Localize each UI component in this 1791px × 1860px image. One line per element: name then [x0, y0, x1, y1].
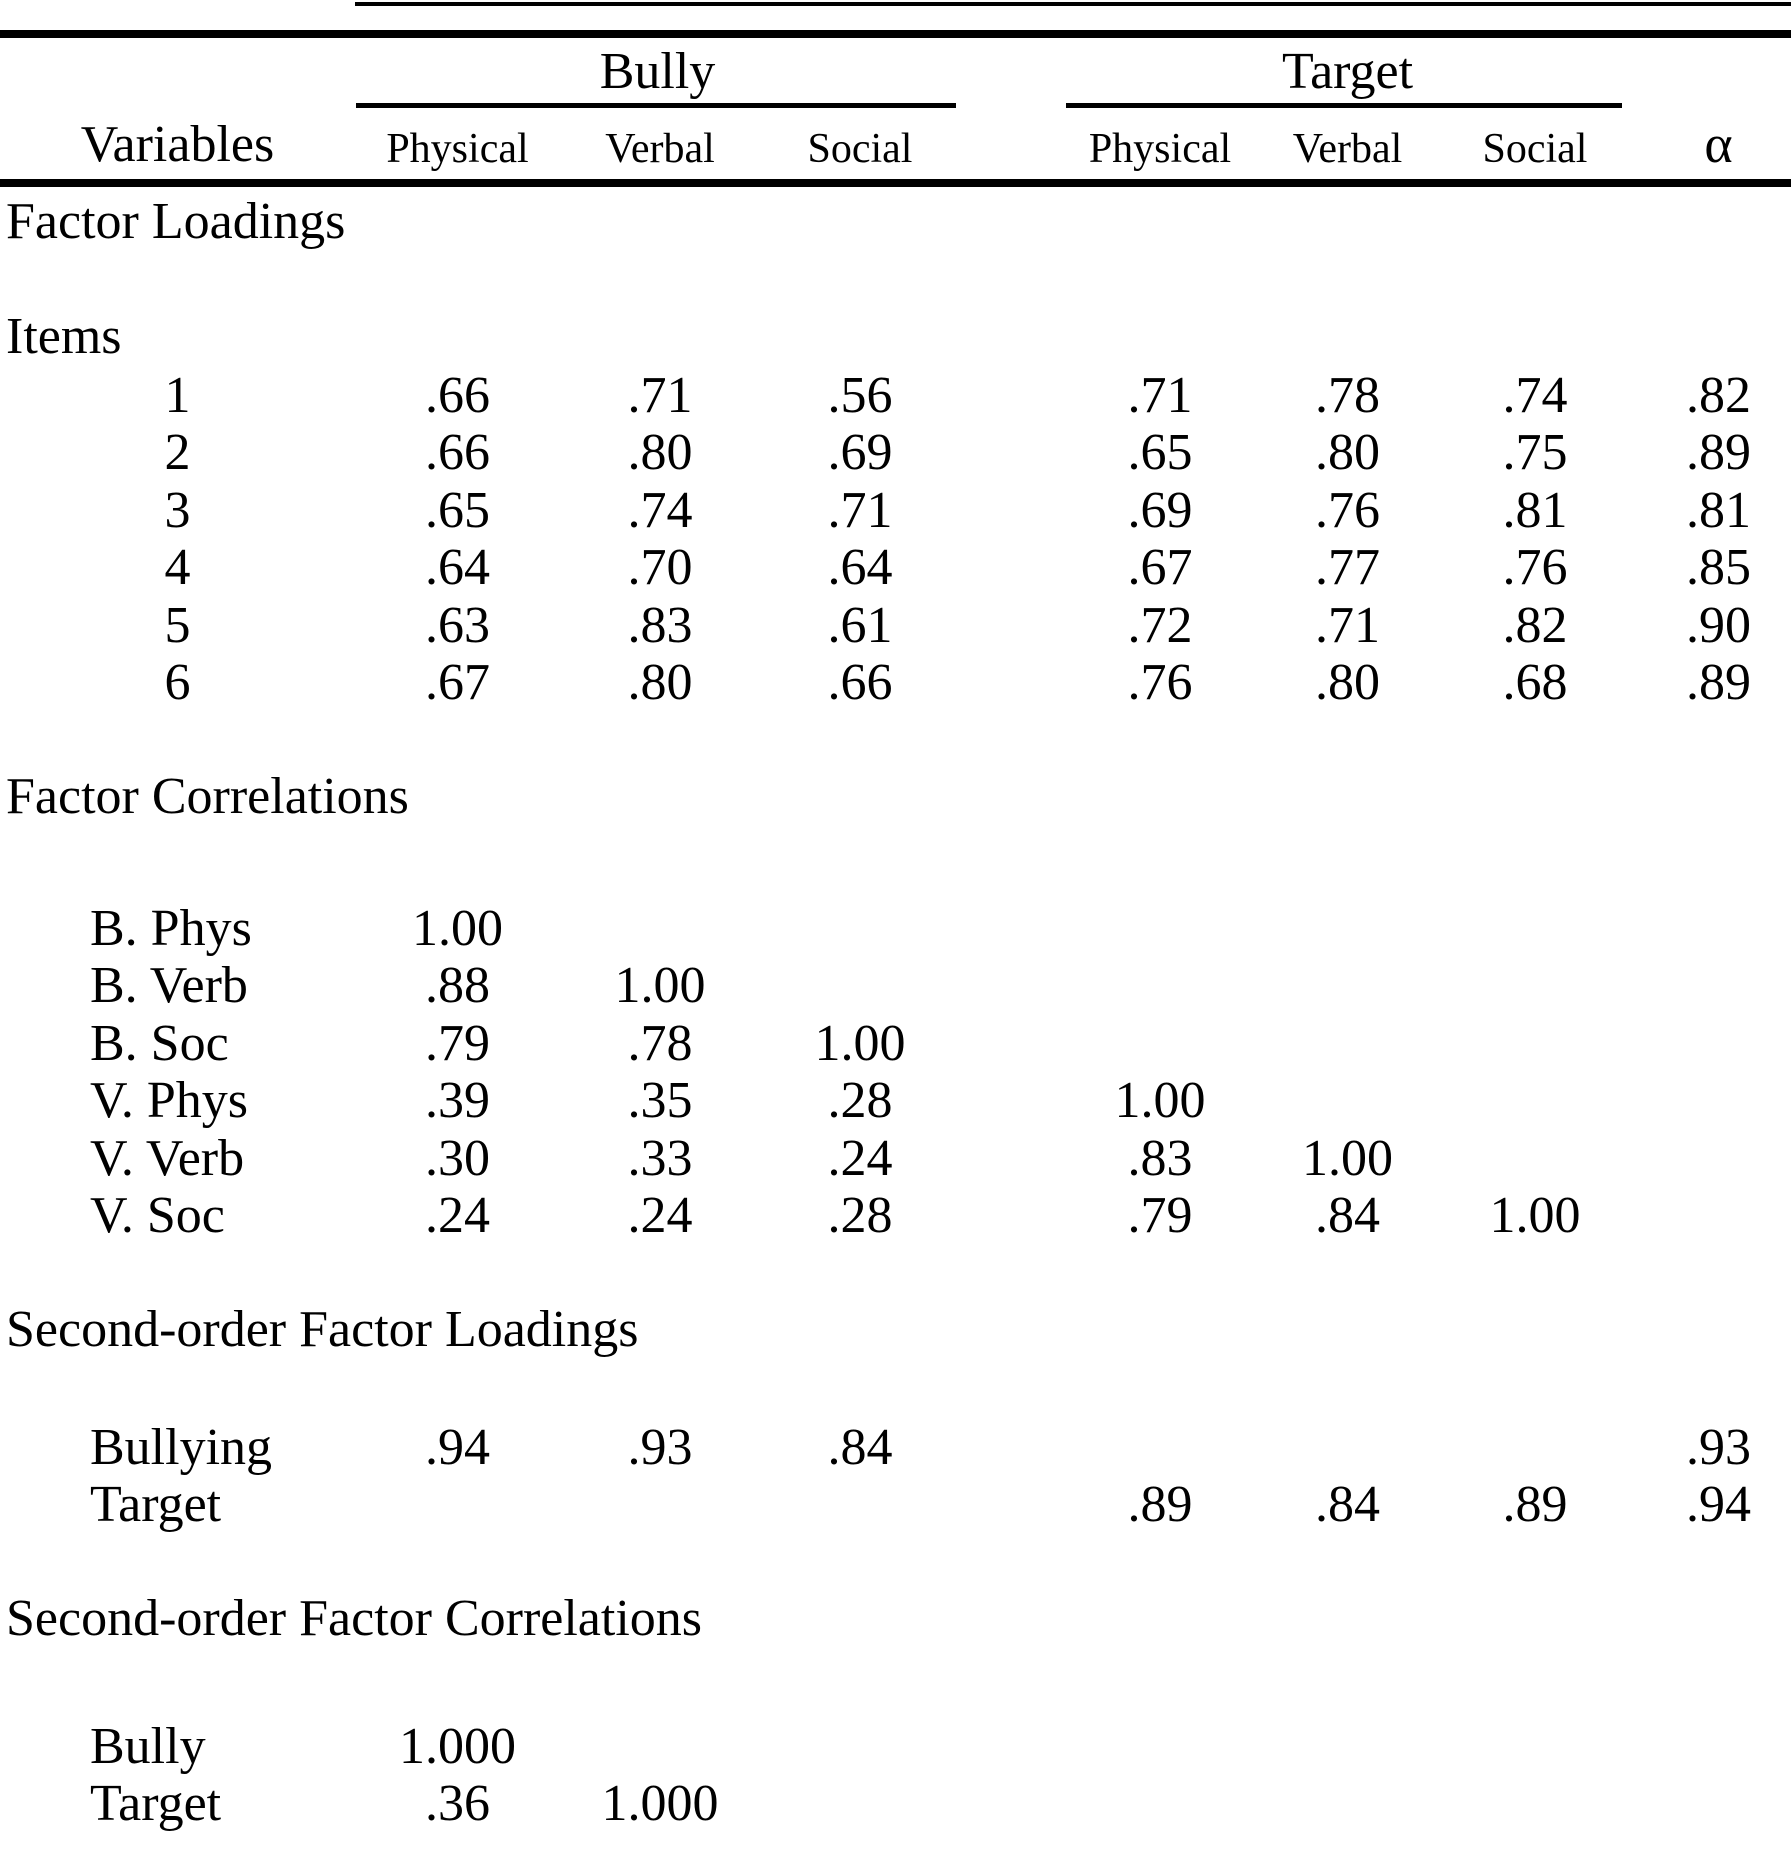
second-order-correlation-row-target	[0, 1774, 1791, 1832]
value-cell-bully-verbal: .33	[627, 1129, 693, 1187]
value-cell-target-social: .76	[1502, 539, 1568, 596]
item-row-5	[0, 596, 1791, 654]
value-cell-bully-social: .71	[827, 481, 893, 539]
value-cell-target-physical: .89	[1127, 1476, 1193, 1533]
value-cell-alpha: .85	[1686, 539, 1751, 596]
value-cell-bully-verbal: 1.000	[601, 1775, 719, 1832]
section-items	[0, 308, 1791, 366]
spacer-row	[0, 826, 1791, 899]
value-cell-alpha: .94	[1686, 1476, 1751, 1533]
value-cell-target-verbal: .84	[1315, 1476, 1380, 1533]
value-cell-bully-verbal: .80	[627, 654, 693, 711]
row-label: B. Phys	[90, 899, 252, 957]
value-cell-bully-verbal: .74	[627, 481, 693, 539]
item-number: 1	[164, 366, 191, 424]
section-factor-loadings	[0, 193, 1791, 251]
value-cell-bully-physical: .88	[425, 957, 490, 1014]
item-number: 6	[164, 654, 191, 711]
value-cell-target-physical: .79	[1127, 1187, 1193, 1244]
value-cell-target-verbal: .84	[1315, 1187, 1380, 1244]
value-cell-bully-physical: .36	[425, 1775, 490, 1832]
row-label: V. Phys	[90, 1072, 249, 1129]
second-order-correlation-row-bully	[0, 1717, 1791, 1775]
section-second-order-correlations	[0, 1590, 1791, 1648]
row-label: V. Soc	[90, 1187, 225, 1244]
value-cell-bully-verbal: .35	[627, 1072, 693, 1129]
section-label: Items	[6, 308, 122, 365]
value-cell-target-verbal: .77	[1315, 539, 1380, 596]
value-cell-target-social: .74	[1502, 366, 1568, 424]
correlation-row-b-soc	[0, 1014, 1791, 1072]
value-cell-target-social: .68	[1502, 654, 1568, 711]
correlation-row-v-soc	[0, 1186, 1791, 1244]
value-cell-bully-verbal: .83	[627, 596, 693, 654]
value-cell-bully-physical: .63	[425, 596, 490, 654]
value-cell-target-physical: .71	[1127, 366, 1193, 424]
value-cell-target-verbal: .80	[1315, 654, 1380, 711]
top-thin-rule	[355, 2, 1791, 6]
value-cell-target-social: .82	[1502, 596, 1568, 654]
item-row-2	[0, 423, 1791, 481]
bully-spanner-rule	[356, 103, 956, 108]
value-cell-bully-physical: .66	[425, 424, 490, 481]
item-row-1	[0, 366, 1791, 424]
value-cell-bully-verbal: 1.00	[614, 957, 706, 1014]
value-cell-bully-social: .64	[827, 539, 893, 596]
header-bottom-rule	[0, 179, 1791, 187]
value-cell-target-social: .75	[1502, 424, 1568, 481]
item-number: 3	[164, 481, 191, 539]
row-label: Bullying	[90, 1418, 273, 1476]
item-row-6	[0, 653, 1791, 711]
second-order-loading-row-bullying	[0, 1418, 1791, 1476]
value-cell-bully-social: .24	[827, 1129, 893, 1187]
value-cell-target-physical: .72	[1127, 596, 1193, 654]
spacer-row	[0, 1533, 1791, 1591]
column-header-bully-social: Social	[807, 126, 913, 172]
value-cell-bully-physical: .79	[425, 1014, 490, 1072]
column-header-bully-physical: Physical	[386, 126, 529, 172]
value-cell-bully-physical: .65	[425, 481, 490, 539]
value-cell-bully-social: .56	[827, 366, 893, 424]
column-header-bully-verbal: Verbal	[605, 126, 715, 172]
value-cell-target-verbal: .71	[1315, 596, 1380, 654]
value-cell-bully-physical: .39	[425, 1072, 490, 1129]
target-spanner-rule	[1066, 103, 1622, 108]
section-factor-correlations	[0, 768, 1791, 826]
value-cell-bully-verbal: .80	[627, 424, 693, 481]
value-cell-alpha: .93	[1686, 1418, 1751, 1476]
item-row-4	[0, 538, 1791, 596]
value-cell-target-social: .89	[1502, 1476, 1568, 1533]
row-label: B. Soc	[90, 1014, 229, 1072]
value-cell-target-verbal: .76	[1315, 481, 1380, 539]
value-cell-target-social: .81	[1502, 481, 1568, 539]
value-cell-bully-physical: .67	[425, 654, 490, 711]
value-cell-bully-social: .28	[827, 1072, 893, 1129]
section-label: Second-order Factor Loadings	[6, 1301, 639, 1358]
row-label: Target	[90, 1476, 222, 1533]
value-cell-bully-social: 1.00	[814, 1014, 906, 1072]
value-cell-target-physical: .69	[1127, 481, 1193, 539]
target-spanner-label: Target	[1281, 43, 1414, 100]
value-cell-bully-physical: .94	[425, 1418, 490, 1476]
value-cell-bully-verbal: .24	[627, 1187, 693, 1244]
value-cell-target-physical: .83	[1127, 1129, 1193, 1187]
section-label: Factor Loadings	[6, 193, 346, 250]
value-cell-target-physical: .76	[1127, 654, 1193, 711]
correlation-row-v-verb	[0, 1129, 1791, 1187]
row-label: B. Verb	[90, 957, 248, 1014]
value-cell-target-verbal: .80	[1315, 424, 1380, 481]
value-cell-target-physical: 1.00	[1114, 1072, 1206, 1129]
value-cell-bully-social: .84	[827, 1418, 893, 1476]
value-cell-target-verbal: .78	[1315, 366, 1380, 424]
value-cell-bully-social: .69	[827, 424, 893, 481]
value-cell-bully-verbal: .70	[627, 539, 693, 596]
value-cell-alpha: .82	[1686, 366, 1751, 424]
spacer-row	[0, 711, 1791, 769]
section-label: Factor Correlations	[6, 768, 409, 825]
table-body	[0, 187, 1791, 1832]
value-cell-target-verbal: 1.00	[1302, 1129, 1393, 1187]
value-cell-target-physical: .67	[1127, 539, 1193, 596]
value-cell-bully-verbal: .71	[627, 366, 693, 424]
value-cell-bully-physical: 1.000	[399, 1717, 516, 1775]
row-label: V. Verb	[90, 1129, 245, 1187]
section-label: Second-order Factor Correlations	[6, 1590, 703, 1647]
spacer-row	[0, 1648, 1791, 1717]
value-cell-bully-social: .66	[827, 654, 893, 711]
item-number: 5	[164, 596, 191, 654]
value-cell-bully-physical: .66	[425, 366, 490, 424]
value-cell-bully-verbal: .93	[627, 1418, 693, 1476]
value-cell-bully-verbal: .78	[627, 1014, 693, 1072]
item-number: 4	[164, 539, 191, 596]
row-label: Target	[90, 1775, 222, 1832]
value-cell-bully-physical: .24	[425, 1187, 490, 1244]
second-order-loading-row-target	[0, 1475, 1791, 1533]
item-row-3	[0, 481, 1791, 539]
value-cell-alpha: .89	[1686, 424, 1751, 481]
spacer-row	[0, 1359, 1791, 1418]
value-cell-bully-physical: .30	[425, 1129, 490, 1187]
correlation-row-b-verb	[0, 956, 1791, 1014]
bully-spanner-label: Bully	[599, 43, 716, 100]
value-cell-bully-social: .61	[827, 596, 893, 654]
value-cell-bully-physical: 1.00	[412, 899, 503, 957]
spacer-row	[0, 251, 1791, 309]
column-header-variables: Variables	[80, 116, 275, 173]
row-label: Bully	[90, 1717, 206, 1775]
column-header-alpha: α	[1704, 114, 1733, 174]
column-header-target-physical: Physical	[1088, 126, 1232, 172]
value-cell-target-physical: .65	[1127, 424, 1193, 481]
correlation-row-b-phys	[0, 899, 1791, 957]
correlation-row-v-phys	[0, 1071, 1791, 1129]
column-header-target-social: Social	[1482, 126, 1588, 172]
column-header-target-verbal: Verbal	[1292, 126, 1403, 172]
value-cell-target-social: 1.00	[1489, 1187, 1581, 1244]
section-second-order-loadings	[0, 1301, 1791, 1359]
value-cell-bully-social: .28	[827, 1187, 893, 1244]
item-number: 2	[164, 424, 191, 481]
value-cell-alpha: .89	[1686, 654, 1751, 711]
value-cell-alpha: .90	[1686, 596, 1751, 654]
top-thick-rule	[0, 30, 1791, 38]
value-cell-bully-physical: .64	[425, 539, 490, 596]
spacer-row	[0, 1244, 1791, 1302]
value-cell-alpha: .81	[1686, 481, 1751, 539]
